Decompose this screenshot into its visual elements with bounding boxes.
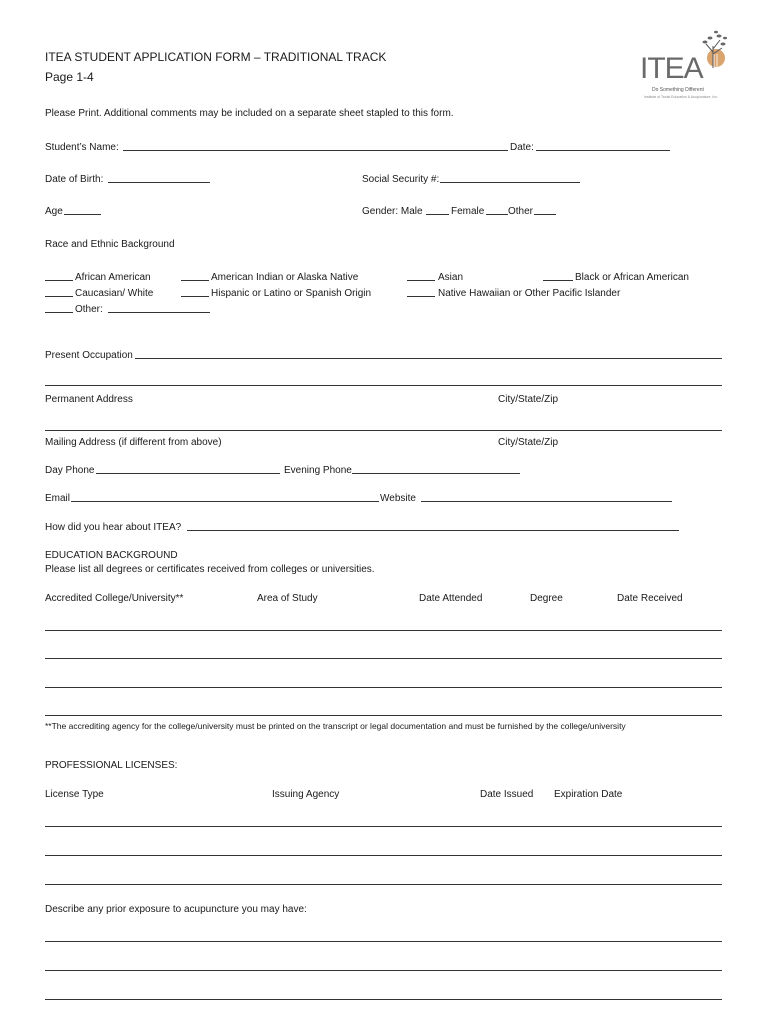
gender-other-label: Other <box>508 206 534 217</box>
license-col-agency: Issuing Agency <box>272 789 340 800</box>
education-row-3[interactable] <box>45 687 722 688</box>
age-field[interactable] <box>64 214 101 215</box>
education-heading: EDUCATION BACKGROUND <box>45 550 178 561</box>
gender-female-field[interactable] <box>486 214 508 215</box>
itea-logo <box>628 24 738 104</box>
instructions: Please Print. Additional comments may be included on a separate sheet stapled to this form. <box>45 108 454 119</box>
exposure-row-2[interactable] <box>45 970 722 971</box>
gender-male-field[interactable] <box>426 214 449 215</box>
race-black-label: Black or African American <box>575 272 689 283</box>
race-asian-label: Asian <box>438 272 464 283</box>
logo-subtitle: Institute of Taoist Education & Acupuncture, Inc. <box>644 95 719 99</box>
race-african-american-label: African American <box>75 272 151 283</box>
occupation-label: Present Occupation <box>45 350 133 361</box>
logo-text: ITEA <box>640 52 703 85</box>
logo-tagline: Do Something Different <box>652 87 704 93</box>
race-hispanic-label: Hispanic or Latino or Spanish Origin <box>211 288 372 299</box>
city-state-zip-label-2: City/State/Zip <box>498 437 559 448</box>
race-other-label: Other: <box>75 304 103 315</box>
race-african-american-field[interactable] <box>45 280 73 281</box>
license-row-3[interactable] <box>45 884 722 885</box>
edu-col-college: Accredited College/University** <box>45 593 184 604</box>
education-row-2[interactable] <box>45 658 722 659</box>
date-field[interactable] <box>536 150 670 151</box>
page-number: Page 1-4 <box>45 70 94 84</box>
race-hawaiian-field[interactable] <box>407 296 435 297</box>
website-label: Website <box>380 493 416 504</box>
education-row-1[interactable] <box>45 630 722 631</box>
edu-col-degree: Degree <box>530 593 563 604</box>
dob-field[interactable] <box>108 182 210 183</box>
form-title: ITEA STUDENT APPLICATION FORM – TRADITIONAL TRACK <box>45 50 387 64</box>
race-american-indian-field[interactable] <box>181 280 209 281</box>
exposure-row-1[interactable] <box>45 941 722 942</box>
race-hawaiian-label: Native Hawaiian or Other Pacific Islander <box>438 288 621 299</box>
licenses-heading: PROFESSIONAL LICENSES: <box>45 760 178 771</box>
race-american-indian-label: American Indian or Alaska Native <box>211 272 359 283</box>
education-subheading: Please list all degrees or certificates received from colleges or universities. <box>45 564 375 575</box>
ssn-label: Social Security #: <box>362 174 440 185</box>
student-name-label: Student’s Name: <box>45 142 119 153</box>
gender-other-field[interactable] <box>534 214 556 215</box>
permanent-address-label: Permanent Address <box>45 394 133 405</box>
city-state-zip-label-1: City/State/Zip <box>498 394 559 405</box>
edu-col-attended: Date Attended <box>419 593 483 604</box>
race-asian-field[interactable] <box>407 280 435 281</box>
website-field[interactable] <box>421 501 672 502</box>
race-black-field[interactable] <box>543 280 573 281</box>
race-heading: Race and Ethnic Background <box>45 239 175 250</box>
exposure-row-3[interactable] <box>45 999 722 1000</box>
email-field[interactable] <box>71 501 379 502</box>
race-caucasian-field[interactable] <box>45 296 73 297</box>
edu-col-received: Date Received <box>617 593 683 604</box>
exposure-prompt: Describe any prior exposure to acupuncture you may have: <box>45 904 307 915</box>
date-label: Date: <box>510 142 534 153</box>
hear-about-field[interactable] <box>187 530 679 531</box>
day-phone-label: Day Phone <box>45 465 95 476</box>
license-col-expiration: Expiration Date <box>554 789 623 800</box>
license-row-2[interactable] <box>45 855 722 856</box>
race-other-check-field[interactable] <box>45 312 73 313</box>
student-name-field[interactable] <box>123 150 508 151</box>
occupation-field-line-2[interactable] <box>45 385 722 386</box>
email-label: Email <box>45 493 71 504</box>
license-col-issued: Date Issued <box>480 789 534 800</box>
license-col-type: License Type <box>45 789 104 800</box>
occupation-field[interactable] <box>135 358 722 359</box>
hear-about-label: How did you hear about ITEA? <box>45 522 182 533</box>
race-hispanic-field[interactable] <box>181 296 209 297</box>
edu-col-area: Area of Study <box>257 593 318 604</box>
mailing-address-label: Mailing Address (if different from above) <box>45 437 222 448</box>
race-other-text-field[interactable] <box>108 312 210 313</box>
education-row-4[interactable] <box>45 715 722 716</box>
evening-phone-label: Evening Phone <box>284 465 352 476</box>
dob-label: Date of Birth: <box>45 174 104 185</box>
age-label: Age <box>45 206 63 217</box>
gender-female-label: Female <box>451 206 485 217</box>
permanent-address-field[interactable] <box>45 430 722 431</box>
day-phone-field[interactable] <box>96 473 280 474</box>
race-caucasian-label: Caucasian/ White <box>75 288 154 299</box>
accreditation-footnote: **The accrediting agency for the college/university must be printed on the transcript or legal documentation and must be furnished by the college/university <box>45 721 626 731</box>
ssn-field[interactable] <box>440 182 580 183</box>
license-row-1[interactable] <box>45 826 722 827</box>
gender-male-label: Gender: Male <box>362 206 423 217</box>
evening-phone-field[interactable] <box>352 473 520 474</box>
